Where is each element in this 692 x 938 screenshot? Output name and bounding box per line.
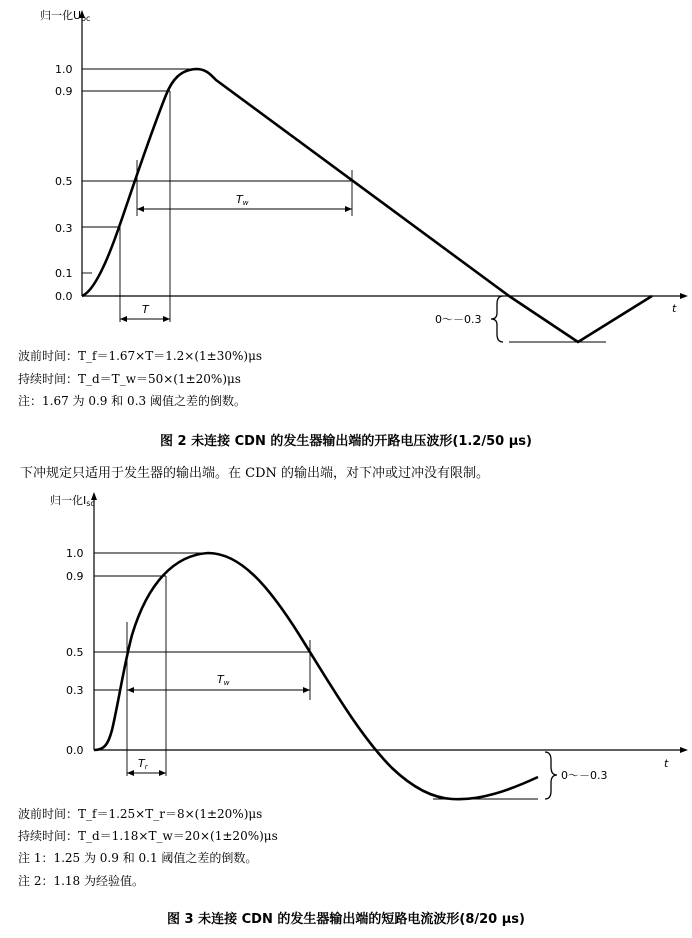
- fig2-x-axis-label: t: [672, 302, 677, 315]
- fig2-ytick: 0.0: [55, 290, 73, 303]
- fig3-note-1: 波前时间：T_f＝1.25×T_r＝8×(1±20%)μs: [18, 807, 263, 821]
- fig3-reference-lines: [94, 553, 538, 799]
- fig3-Tw-dimension: [127, 673, 310, 693]
- fig3-x-axis-arrow: [680, 747, 688, 753]
- fig3-ytick: 0.0: [66, 744, 84, 757]
- fig2-ytick: 0.5: [55, 175, 73, 188]
- fig3-note-3: 注 1：1.25 为 0.9 和 0.1 阈值之差的倒数。: [18, 851, 258, 865]
- fig3-series-line: [94, 553, 538, 799]
- fig2-note-1: 波前时间：T_f＝1.67×T＝1.2×(1±30%)μs: [18, 349, 263, 363]
- fig2-note-2: 持续时间：T_d＝T_w＝50×(1±20%)μs: [18, 372, 241, 386]
- fig2-caption: 图 2 未连接 CDN 的发生器输出端的开路电压波形(1.2/50 μs): [160, 434, 532, 449]
- fig3-Tw-label: Tw: [217, 673, 230, 687]
- fig2-undershoot-label: 0～－0.3: [435, 313, 482, 326]
- fig3-note-4: 注 2：1.18 为经验值。: [18, 874, 144, 888]
- fig3-y-axis-label: 归一化Isc: [50, 494, 95, 508]
- fig3-caption: 图 3 未连接 CDN 的发生器输出端的短路电流波形(8/20 μs): [167, 912, 525, 927]
- fig3-ytick: 1.0: [66, 547, 84, 560]
- fig2-ytick: 1.0: [55, 63, 73, 76]
- fig2-ytick: 0.3: [55, 222, 73, 235]
- fig3-ytick: 0.3: [66, 684, 84, 697]
- fig3-undershoot-label: 0～－0.3: [561, 769, 608, 782]
- fig2-ytick: 0.9: [55, 85, 73, 98]
- fig3-note-2: 持续时间：T_d＝1.18×T_w＝20×(1±20%)μs: [18, 829, 278, 843]
- fig3-Tr-dimension: [127, 757, 166, 776]
- fig2-T-label: T: [142, 303, 149, 316]
- body-paragraph: 下冲规定只适用于发生器的输出端。在 CDN 的输出端，对下冲或过冲没有限制。: [20, 466, 490, 481]
- fig3-ytick: 0.5: [66, 646, 84, 659]
- fig3-undershoot-brace: [545, 752, 608, 799]
- fig2-y-axis-label: 归一化Uoc: [40, 9, 91, 23]
- fig3-Tr-label: Tr: [138, 757, 148, 771]
- fig2-note-3: 注：1.67 为 0.9 和 0.3 阈值之差的倒数。: [18, 394, 246, 408]
- fig3-x-axis-label: t: [664, 757, 669, 770]
- fig2-ytick: 0.1: [55, 267, 73, 280]
- fig3-ytick: 0.9: [66, 570, 84, 583]
- fig2-Tw-label: Tw: [236, 193, 249, 207]
- fig3-y-ticks: [66, 547, 84, 757]
